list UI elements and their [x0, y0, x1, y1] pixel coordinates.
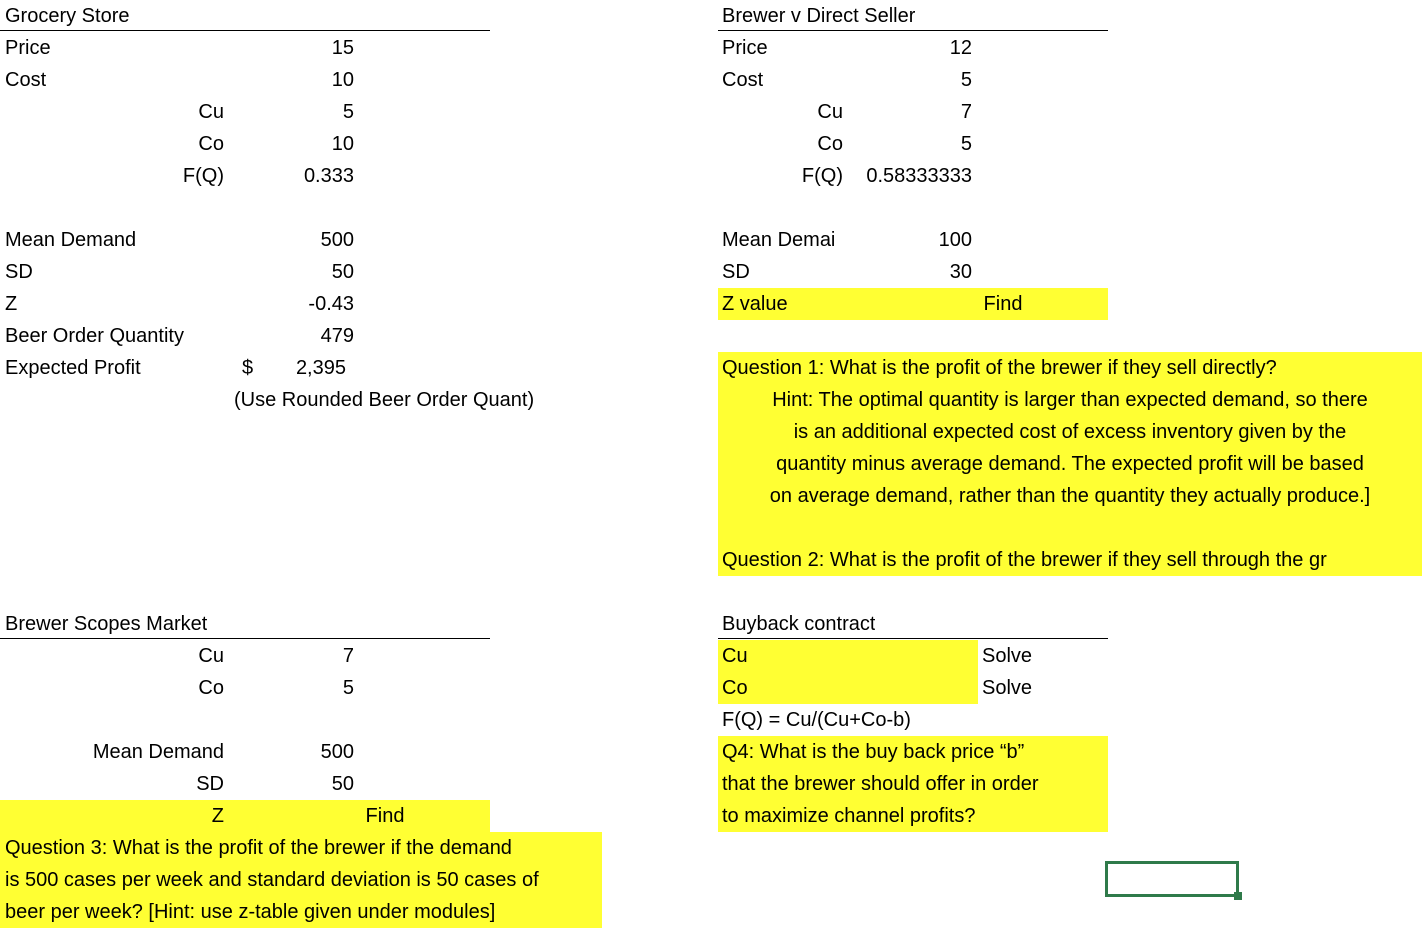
- brewer-fq-value[interactable]: 0.58333333: [866, 165, 972, 187]
- question4-line3[interactable]: to maximize channel profits?: [722, 805, 976, 827]
- brewer-cu-label[interactable]: Cu: [817, 101, 843, 123]
- buyback-title[interactable]: Buyback contract: [722, 613, 876, 635]
- grocery-co-label[interactable]: Co: [198, 133, 224, 155]
- brewer-mean-demand-value[interactable]: 100: [938, 229, 972, 251]
- brewer-sd-value[interactable]: 30: [949, 261, 972, 283]
- buyback-co-value[interactable]: Solve: [982, 677, 1033, 699]
- fill-handle[interactable]: [1234, 892, 1242, 900]
- scopes-mean-demand-value[interactable]: 500: [320, 741, 354, 763]
- scopes-co-value[interactable]: 5: [342, 677, 354, 699]
- grocery-profit-currency: $: [242, 357, 254, 379]
- grocery-fq-value[interactable]: 0.333: [303, 165, 354, 187]
- brewer-direct-title[interactable]: Brewer v Direct Seller: [722, 5, 916, 27]
- scopes-z-highlight: [0, 800, 490, 832]
- question2-text[interactable]: Question 2: What is the profit of the brewer if they sell through the gr: [722, 549, 1327, 571]
- grocery-expected-profit-value[interactable]: 2,395: [295, 357, 346, 379]
- scopes-co-label[interactable]: Co: [198, 677, 224, 699]
- grocery-expected-profit-label[interactable]: Expected Profit: [5, 357, 141, 379]
- grocery-price-label[interactable]: Price: [5, 37, 51, 59]
- brewer-cost-value[interactable]: 5: [960, 69, 972, 91]
- grocery-cu-value[interactable]: 5: [342, 101, 354, 123]
- grocery-mean-demand-value[interactable]: 500: [320, 229, 354, 251]
- question3-line1[interactable]: Question 3: What is the profit of the brewer if the demand: [5, 837, 512, 859]
- grocery-beer-order-quantity-value[interactable]: 479: [320, 325, 354, 347]
- question1-line4[interactable]: quantity minus average demand. The expected profit will be based: [776, 453, 1364, 475]
- grocery-z-value[interactable]: -0.43: [308, 293, 354, 315]
- brewer-co-label[interactable]: Co: [817, 133, 843, 155]
- brewer-cu-value[interactable]: 7: [960, 101, 972, 123]
- brewer-price-value[interactable]: 12: [949, 37, 972, 59]
- buyback-title-underline: [718, 638, 1108, 639]
- brewer-fq-label[interactable]: F(Q): [801, 165, 843, 187]
- buyback-cu-value[interactable]: Solve: [982, 645, 1033, 667]
- brewer-mean-demand-label[interactable]: Mean Demai: [722, 229, 836, 251]
- question1-line3[interactable]: is an additional expected cost of excess inventory given by the: [793, 421, 1347, 443]
- brewer-sd-label[interactable]: SD: [722, 261, 750, 283]
- brewer-z-value[interactable]: Find: [983, 293, 1023, 315]
- grocery-rounding-note[interactable]: (Use Rounded Beer Order Quant): [234, 389, 535, 411]
- buyback-co-label[interactable]: Co: [722, 677, 748, 699]
- brewer-scopes-title[interactable]: Brewer Scopes Market: [5, 613, 208, 635]
- question1-line5[interactable]: on average demand, rather than the quantity they actually produce.]: [769, 485, 1371, 507]
- brewer-cost-label[interactable]: Cost: [722, 69, 764, 91]
- brewer-z-label[interactable]: Z value: [722, 293, 788, 315]
- grocery-cost-value[interactable]: 10: [331, 69, 354, 91]
- grocery-sd-value[interactable]: 50: [331, 261, 354, 283]
- brewer-price-label[interactable]: Price: [722, 37, 768, 59]
- scopes-sd-value[interactable]: 50: [331, 773, 354, 795]
- question3-line2[interactable]: is 500 cases per week and standard deviation is 50 cases of: [5, 869, 539, 891]
- grocery-z-label[interactable]: Z: [5, 293, 18, 315]
- grocery-co-value[interactable]: 10: [331, 133, 354, 155]
- scopes-mean-demand-label[interactable]: Mean Demand: [92, 741, 224, 763]
- question1-line1[interactable]: Question 1: What is the profit of the brewer if they sell directly?: [722, 357, 1277, 379]
- active-cell-selection[interactable]: [1105, 861, 1239, 897]
- grocery-cu-label[interactable]: Cu: [198, 101, 224, 123]
- grocery-title-underline: [0, 30, 490, 31]
- question1-line2[interactable]: Hint: The optimal quantity is larger than expected demand, so there: [772, 389, 1368, 411]
- grocery-fq-label[interactable]: F(Q): [182, 165, 224, 187]
- buyback-cu-highlight: [718, 640, 978, 672]
- scopes-sd-label[interactable]: SD: [196, 773, 224, 795]
- scopes-z-value[interactable]: Find: [365, 805, 405, 827]
- brewer-scopes-title-underline: [0, 638, 490, 639]
- grocery-mean-demand-label[interactable]: Mean Demand: [5, 229, 137, 251]
- scopes-z-label[interactable]: Z: [211, 805, 224, 827]
- question4-line1[interactable]: Q4: What is the buy back price “b”: [722, 741, 1025, 763]
- buyback-co-highlight: [718, 672, 978, 704]
- grocery-beer-order-quantity-label[interactable]: Beer Order Quantity: [5, 325, 184, 347]
- grocery-price-value[interactable]: 15: [331, 37, 354, 59]
- scopes-cu-value[interactable]: 7: [342, 645, 354, 667]
- scopes-cu-label[interactable]: Cu: [198, 645, 224, 667]
- brewer-direct-title-underline: [718, 30, 1108, 31]
- buyback-formula[interactable]: F(Q) = Cu/(Cu+Co-b): [722, 709, 911, 731]
- question3-line3[interactable]: beer per week? [Hint: use z-table given under modules]: [5, 901, 496, 923]
- buyback-cu-label[interactable]: Cu: [722, 645, 748, 667]
- grocery-cost-label[interactable]: Cost: [5, 69, 47, 91]
- grocery-store-title[interactable]: Grocery Store: [5, 5, 130, 27]
- question4-line2[interactable]: that the brewer should offer in order: [722, 773, 1039, 795]
- brewer-co-value[interactable]: 5: [960, 133, 972, 155]
- grocery-sd-label[interactable]: SD: [5, 261, 33, 283]
